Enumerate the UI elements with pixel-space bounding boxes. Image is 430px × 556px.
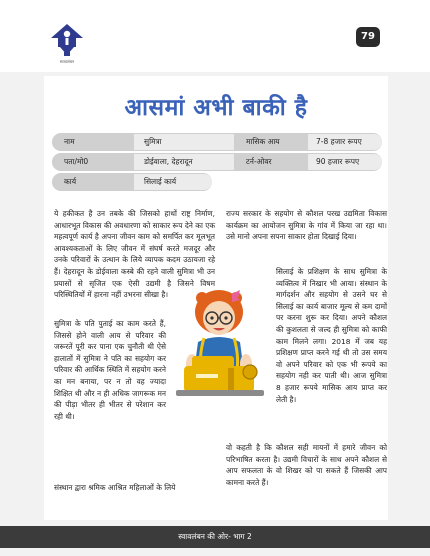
name-label: नाम xyxy=(52,134,134,150)
header-bar xyxy=(0,0,430,72)
turnover-label: टर्न-ओवर xyxy=(236,154,308,170)
right-text-column xyxy=(226,208,387,250)
article-frame xyxy=(44,76,388,520)
left-text-lower xyxy=(54,318,166,429)
hand-house-logo-icon xyxy=(50,22,84,62)
right-paragraph-2: सिलाई के प्रशिक्षण के साथ सुमित्रा के व्यक्तित्व में निखार भी आया। संस्थान के मार्गदर्शन और सहयोग से उसने घर से सिलाई का कार्य बाजार मूल्य से कम दामों पर करना शुरू कर दिया। अपने कौशल की कुशलता से जल्द ही सुमित्रा को काफी काम मिलने लगा। 2018 में जब यह प्रशिक्षण प्राप्त करने गई थी तो उस समय वो अपने परिवार को एक भी रूपये का सहयोग नही कर पाती थी। आज सुमित्रा 8 हजार रूपये मासिक आय प्राप्त कर लेती है। xyxy=(276,267,387,404)
left-text-bottom xyxy=(54,482,215,501)
address-value: डोईवाला, देहरादून xyxy=(134,154,234,170)
income-label: मासिक आय xyxy=(236,134,308,150)
turnover-value: 90 हजार रूपए xyxy=(308,154,382,170)
right-paragraph-3: वो कहती है कि कौशल सही मायनों में हमारे जीवन को परिभाषित करता है। उद्यमी विचारों के साथ अपने कौशल से आप सफलता के वो शिखर को पा सकते हैं जिसकी आप कामना करते हैं। xyxy=(226,443,387,487)
logo-caption: स्वावलंबन xyxy=(59,59,75,64)
right-paragraph-1: राज्य सरकार के सहयोग से कौशल परख उद्यमिता विकास कार्यक्रम का आयोजन सुमित्रा के गांव में किया जा रहा था। उसे मानो अपना सपना साकार होता दिखाई दिया। xyxy=(226,209,387,242)
footer-bar xyxy=(0,526,430,548)
address-label: पता/मो0 xyxy=(52,154,134,170)
left-paragraph-3: संस्थान द्वारा श्रमिक आश्रित महिलाओं के लिये xyxy=(54,483,176,492)
article-title: आसमां अभी बाकी है xyxy=(124,94,308,121)
footer-title: स्वावलंबन की ओर- भाग 2 xyxy=(178,532,252,541)
info-row-3 xyxy=(52,172,382,192)
info-table xyxy=(52,132,382,192)
woman-at-sewing-machine-illustration xyxy=(162,282,276,400)
name-value: सुमित्रा xyxy=(134,134,234,150)
left-paragraph-1: ये हकीकत है उन तबके की जिसको हाथों राष्ट्र निर्माण, आधारभूत विकास की अवधारणा को साकार रूप देने का एक महत्वपूर्ण कार्य है अपना जीवन काम को समर्पित कर मूलभूत आवश्यकताओं के लिए जीवन में संघर्ष करते मजदूर और उनके परिवारों के उत्थान के लिये व्यापक कदम उठायजा रहे हैं। देहरादून के डोईवाला कस्बे की रहने वाली सुमित्रा भी उन प्रयासों से सृजित एक ऐसी उद्यमी है जिसने विषम परिस्थितियों में हारना नहीं उभरना सीखा है। xyxy=(54,209,215,300)
info-row-2 xyxy=(52,152,382,172)
info-row-1 xyxy=(52,132,382,152)
work-value: सिलाई कार्य xyxy=(134,174,212,190)
work-label: कार्य xyxy=(52,174,134,190)
right-text-lower xyxy=(276,266,387,412)
left-paragraph-2: सुमित्रा के पति पुताई का काम करते हैं, जिससे होने वाली आय से परिवार की जरूरतें पूरी कर पाना एक चुनौती थी ऐसे हालातों में सुमित्रा ने पति का सहयोग कर परिवार की आर्थिक स्थिति में सहयोग करने का मन बनाया, पर न तो वह ज्यादा शिक्षित थी और न ही अधिक जागरूक मन की पीड़ा भीतर ही भीतर से परेशान कर रही थी। xyxy=(54,319,166,421)
right-text-bottom xyxy=(226,442,387,495)
page-number-badge: 79 xyxy=(356,27,380,47)
income-value: 7-8 हजार रूपए xyxy=(308,134,382,150)
